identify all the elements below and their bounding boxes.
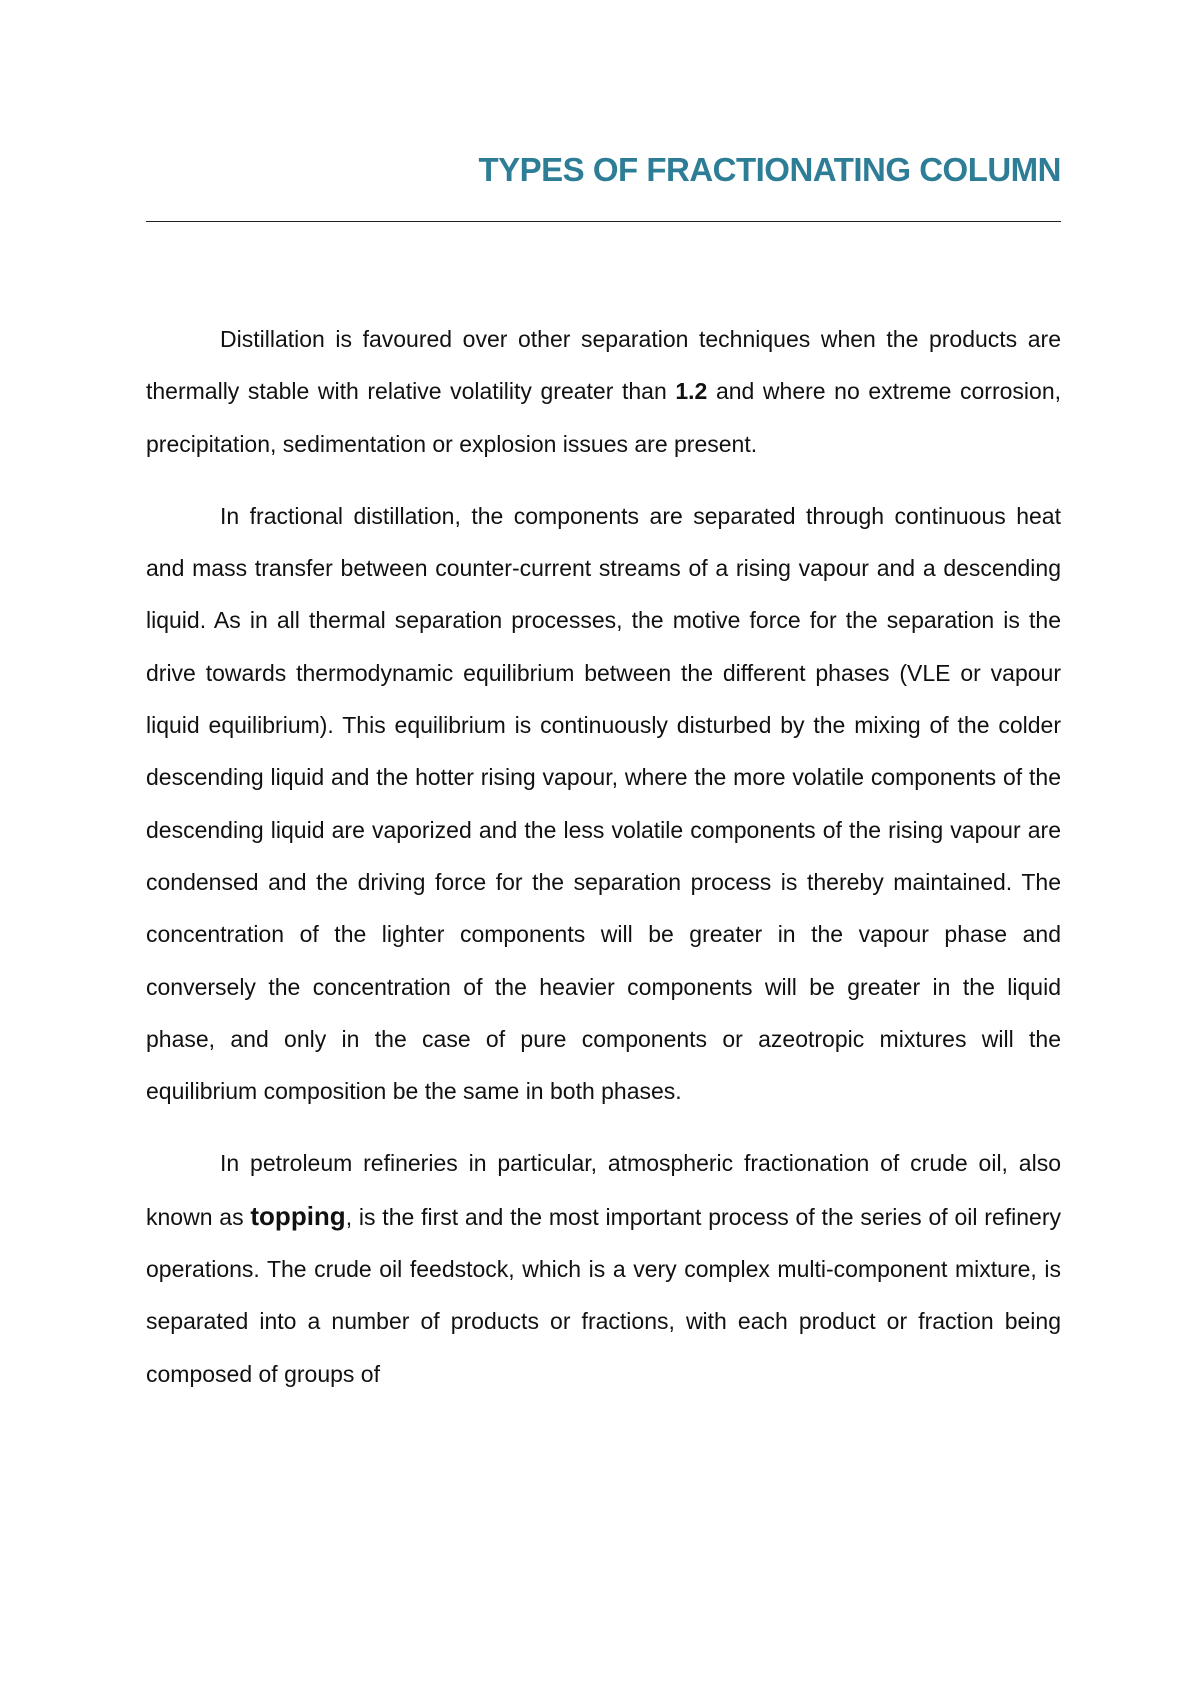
document-body xyxy=(146,313,1061,1420)
paragraph-2 xyxy=(146,490,1061,1118)
paragraph-1 xyxy=(146,313,1061,470)
page-title: TYPES OF FRACTIONATING COLUMN xyxy=(478,151,1061,188)
paragraph-3-text: In petroleum refineries in particular, atmospheric fractionation of crude oil, also known as xyxy=(146,1150,1061,1230)
volatility-value: 1.2 xyxy=(675,378,708,405)
paragraph-2-text: In fractional distillation, the components are separated through continuous heat and mass transfer between counter-current streams of a rising vapour and a descending liquid. As in all thermal separation processes, the motive force for the separation is the drive towards thermodynamic equilibrium between the different phases (VLE or vapour liquid equilibrium). This equilibrium is continuously disturbed by the mixing of the colder descending liquid and the hotter rising vapour, where the more volatile components of the descending liquid are vaporized and the less volatile components of the rising vapour are condensed and the driving force for the separation process is thereby maintained. The concentration of the lighter components will be greater in the vapour phase and conversely the concentration of the heavier components will be greater in the liquid phase, and only in the case of pure components or azeotropic mixtures will the equilibrium composition be the same in both phases. xyxy=(146,502,1061,1105)
paragraph-1-text: Distillation is favoured over other separation techniques when the products are thermally stable with relative volatility greater than xyxy=(146,326,1061,405)
paragraph-3-text-after: , is the first and the most important process of the series of oil refinery operations. The crude oil feedstock, which is a very complex multi-component mixture, is separated into a number of products or fractions, with each product or fraction being composed of groups of xyxy=(146,1203,1061,1387)
paragraph-1-text-after: and where no extreme corrosion, precipitation, sedimentation or explosion issues are present. xyxy=(146,378,1061,457)
paragraph-3 xyxy=(146,1137,1061,1399)
title-divider xyxy=(146,221,1061,222)
topping-term: topping xyxy=(250,1200,346,1231)
